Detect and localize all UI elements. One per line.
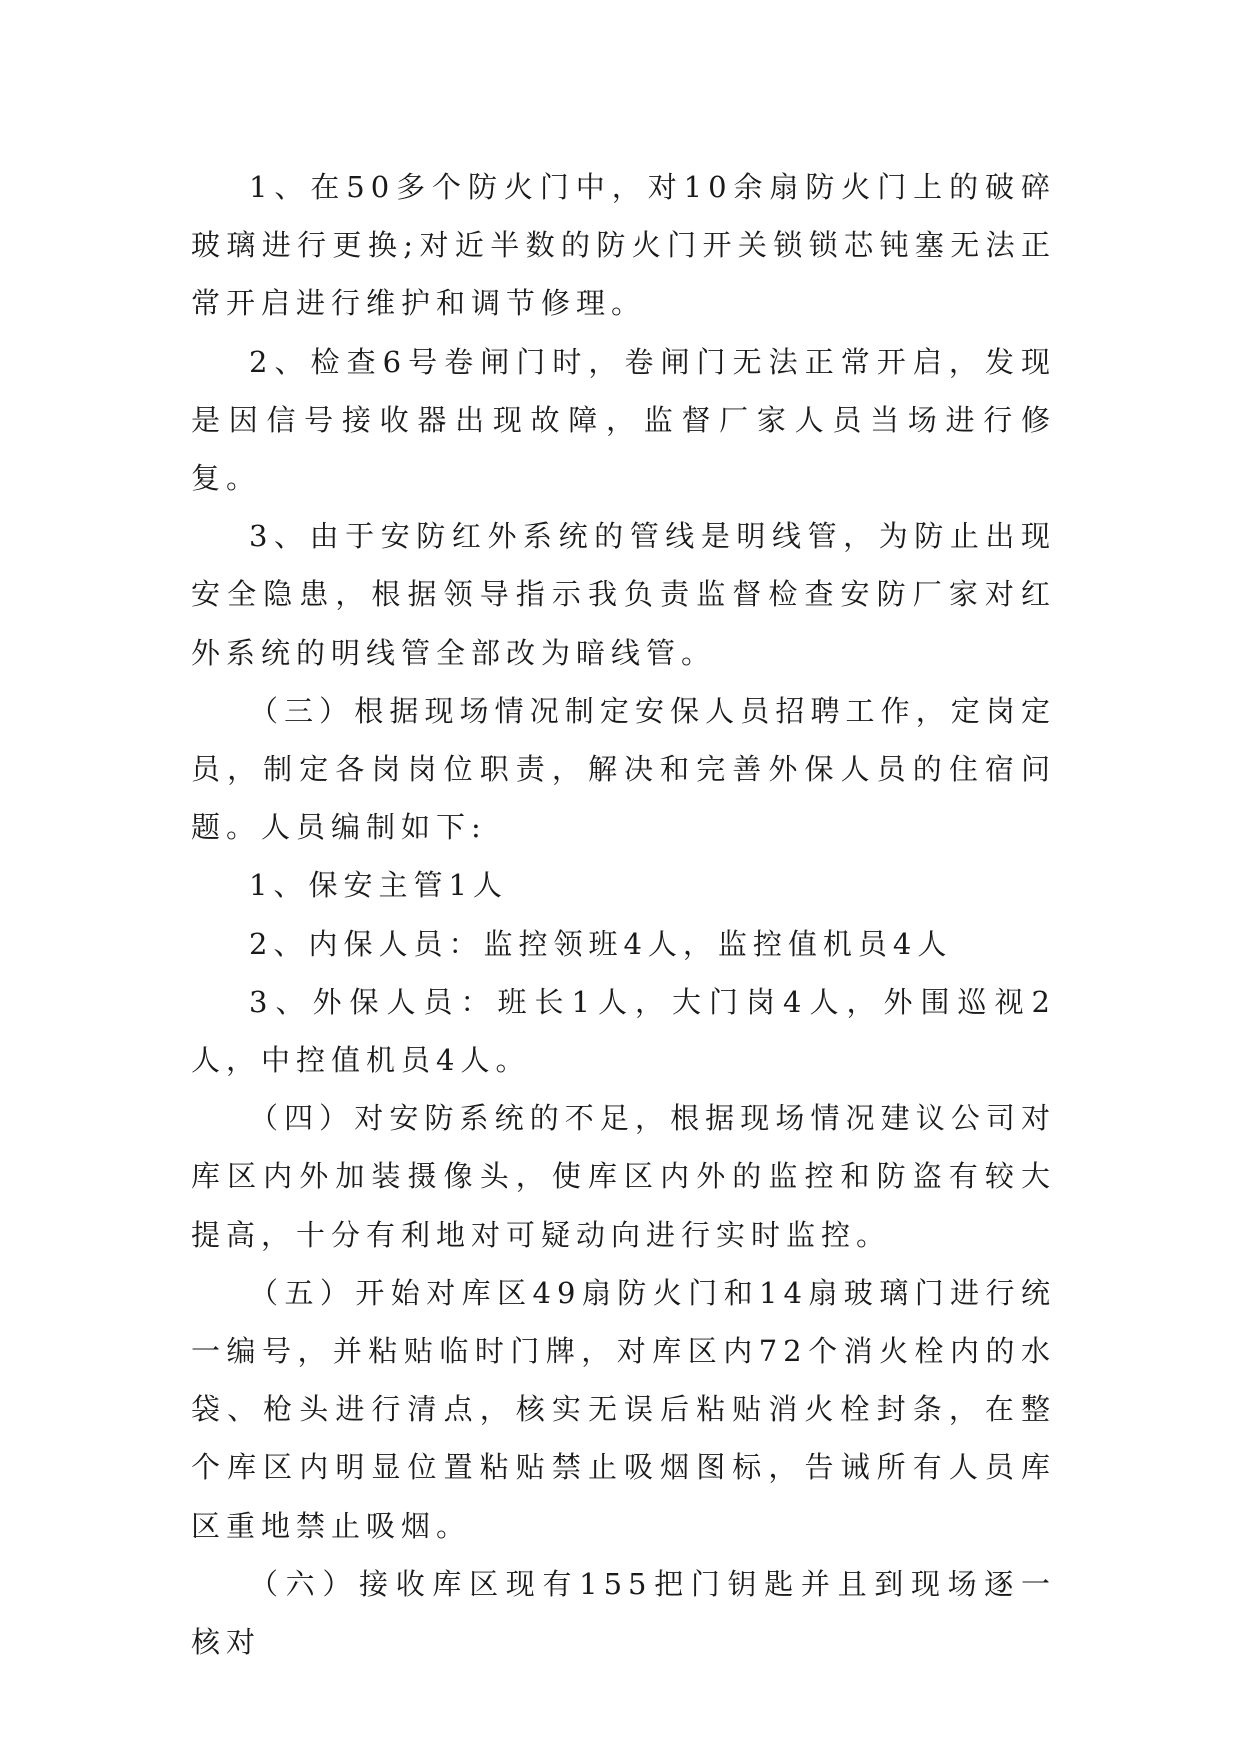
paragraph-rolling-door: 2、检查6号卷闸门时，卷闸门无法正常开启，发现是因信号接收器出现故障，监督厂家人员当场进行修复。 xyxy=(191,344,1056,496)
paragraph-section-three: （三）根据现场情况制定安保人员招聘工作，定岗定员，制定各岗岗位职责，解决和完善外保人员的住宿问题。人员编制如下: xyxy=(191,693,1056,845)
paragraph-fire-doors: 1、在50多个防火门中，对10余扇防火门上的破碎玻璃进行更换;对近半数的防火门开关锁锁芯钝塞无法正常开启进行维护和调节修理。 xyxy=(191,170,1056,321)
paragraph-section-five: （五）开始对库区49扇防火门和14扇玻璃门进行统一编号，并粘贴临时门牌，对库区内72个消火栓内的水袋、枪头进行清点，核实无误后粘贴消火栓封条，在整个库区内明显位置粘贴禁止吸烟图标，告诫所有人员库区重地禁止吸烟。 xyxy=(191,1275,1056,1543)
paragraph-section-four: （四）对安防系统的不足，根据现场情况建议公司对库区内外加装摄像头，使库区内外的监控和防盗有较大提高，十分有利地对可疑动向进行实时监控。 xyxy=(191,1101,1056,1252)
paragraph-section-six: （六）接收库区现有155把门钥匙并且到现场逐一核对 xyxy=(191,1566,1056,1660)
paragraph-infrared-conduit: 3、由于安防红外系统的管线是明线管，为防止出现安全隐患，根据领导指示我负责监督检查安防厂家对红外系统的明线管全部改为暗线管。 xyxy=(191,519,1056,670)
paragraph-security-supervisor: 1、保安主管1人 xyxy=(249,868,508,903)
paragraph-external-staff: 3、外保人员：班长1人，大门岗4人，外围巡视2人，中控值机员4人。 xyxy=(191,984,1056,1078)
paragraph-internal-staff: 2、内保人员：监控领班4人，监控值机员4人 xyxy=(249,926,953,961)
document-body xyxy=(191,158,1056,1671)
